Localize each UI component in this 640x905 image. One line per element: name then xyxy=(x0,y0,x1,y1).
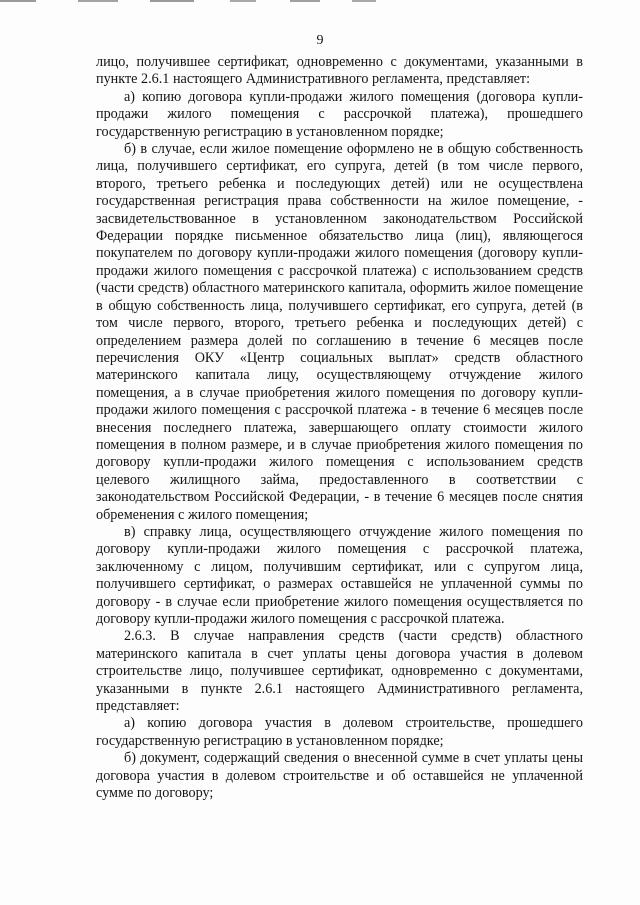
scan-mark xyxy=(290,0,320,2)
paragraph-item-v: в) справку лица, осуществляющего отчуждение жилого помещения по договору купли-продажи жилого помещения с рассрочкой платежа, заключенному с лицом, получившим сертификат, или с супругом лица, получившего сертификат, о размерах оставшейся не уплаченной суммы по договору - в случае если приобретение жилого помещения осуществляется по договору купли-продажи жилого помещения с рассрочкой платежа. xyxy=(96,523,583,627)
scan-edge-marks xyxy=(0,0,640,8)
paragraph-item-a-2: а) копию договора участия в долевом строительстве, прошедшего государственную регистрацию в установленном порядке; xyxy=(96,715,583,749)
paragraph-intro: лицо, получившее сертификат, одновременно с документами, указанными в пункте 2.6.1 настоящего Административного регламента, представляет: xyxy=(96,54,583,88)
paragraph-clause-2-6-3: 2.6.3. В случае направления средств (части средств) областного материнского капитала в счет уплаты цены договора участия в долевом строительстве лицо, получившее сертификат, одновременно с документами, указанными в пункте 2.6.1 настоящего Административного регламента, представляет: xyxy=(96,628,583,715)
scan-mark xyxy=(230,0,256,2)
scan-mark xyxy=(78,0,118,2)
paragraph-item-a: а) копию договора купли-продажи жилого помещения (договора купли-продажи жилого помещения с рассрочкой платежа), прошедшего государственную регистрацию в установленном порядке; xyxy=(96,88,583,140)
scan-mark xyxy=(150,0,194,2)
scan-mark xyxy=(352,0,376,2)
paragraph-item-b-2: б) документ, содержащий сведения о внесенной сумме в счет уплаты цены договора участия в долевом строительстве и об оставшейся не уплаченной сумме по договору; xyxy=(96,750,583,802)
scan-mark xyxy=(0,0,36,2)
page-number: 9 xyxy=(316,33,324,48)
document-body xyxy=(96,54,583,802)
paragraph-item-b: б) в случае, если жилое помещение оформлено не в общую собственность лица, получившего сертификат, его супруга, детей (в том числе первого, второго, третьего ребенка и последующих детей) или не осуществлена государственная регистрация права собственности на жилое помещение, - засвидетельствованное в установленном законодательством Российской Федерации порядке письменное обязательство лица (лиц), являющегося покупателем по договору купли-продажи жилого помещения (договору купли-продажи жилого помещения с рассрочкой платежа) с использованием средств (части средств) областного материнского капитала, оформить жилое помещение в общую собственность лица, получившего сертификат, его супруга, детей (в том числе первого, второго, третьего ребенка и последующих детей) с определением размера долей по соглашению в течение 6 месяцев после перечисления ОКУ «Центр социальных выплат» средств областного материнского капитала лицу, осуществляющему отчуждение жилого помещения, а в случае приобретения жилого помещения по договору купли-продажи жилого помещения с рассрочкой платежа - в течение 6 месяцев после внесения последнего платежа, завершающего оплату стоимости жилого помещения в полном размере, и в случае приобретения жилого помещения по договору купли-продажи жилого помещения с использованием средств целевого жилищного займа, предоставленного в соответствии с законодательством Российской Федерации, - в течение 6 месяцев после снятия обременения с жилого помещения; xyxy=(96,141,583,523)
